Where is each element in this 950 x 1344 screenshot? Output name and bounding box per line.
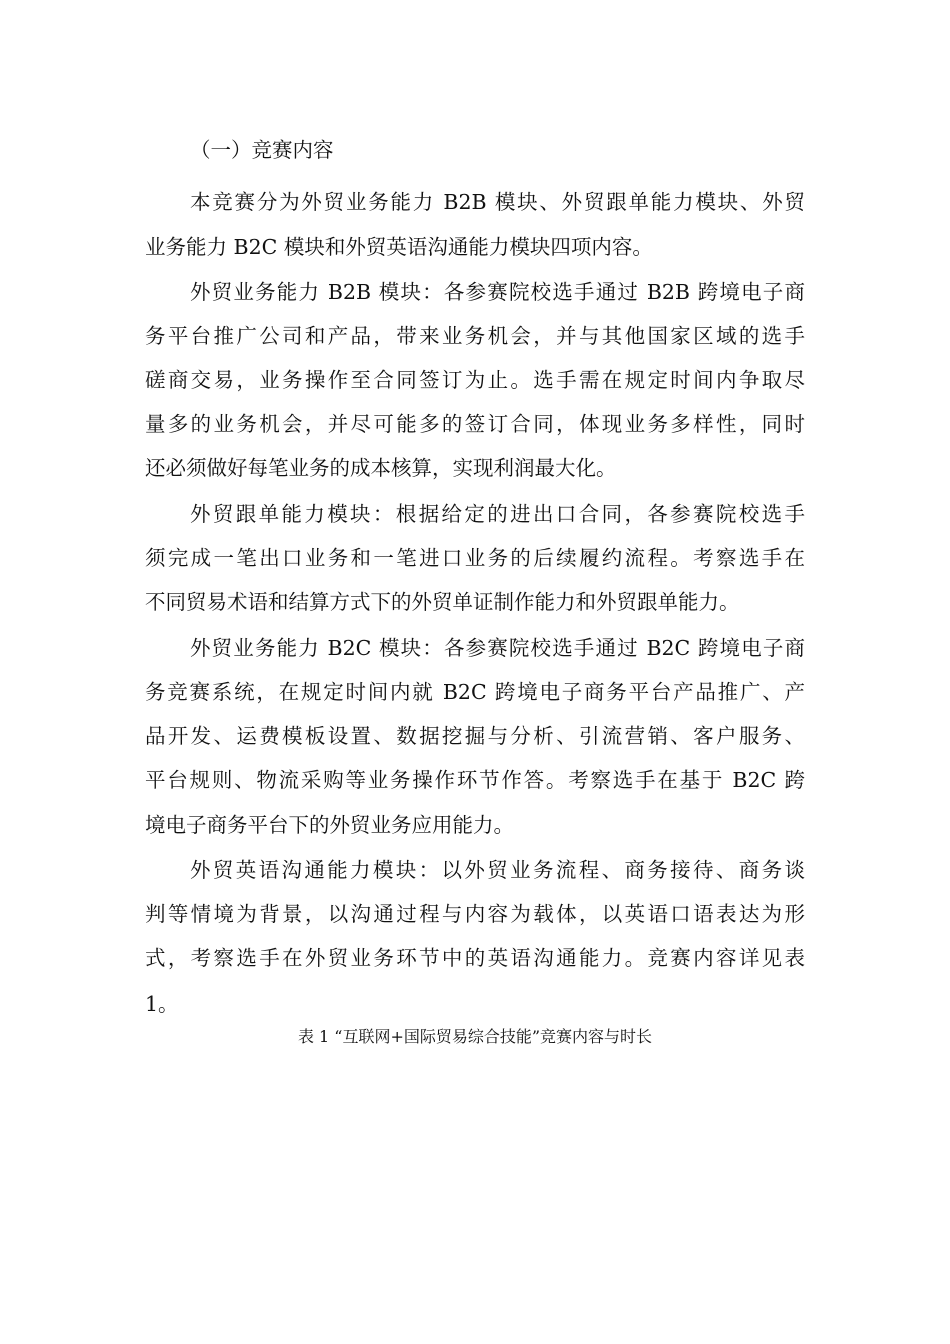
paragraph-line: 本竞赛分为外贸业务能力 B2B 模块、外贸跟单能力模块、外贸 <box>190 190 805 214</box>
paragraph-line: 境电子商务平台下的外贸业务应用能力。 <box>145 813 514 837</box>
paragraph-line: 外贸业务能力 B2C 模块：各参赛院校选手通过 B2C 跨境电子商 <box>190 636 805 660</box>
paragraph-line: 不同贸易术语和结算方式下的外贸单证制作能力和外贸跟单能力。 <box>145 590 740 614</box>
table-caption: 表 1 “互联网+国际贸易综合技能”竞赛内容与时长 <box>297 1027 653 1046</box>
paragraph-line: 务平台推广公司和产品，带来业务机会，并与其他国家区域的选手 <box>145 324 805 348</box>
paragraph-line: 判等情境为背景，以沟通过程与内容为载体，以英语口语表达为形 <box>145 902 805 926</box>
section-heading: （一）竞赛内容 <box>190 138 334 162</box>
paragraph-line: 外贸英语沟通能力模块：以外贸业务流程、商务接待、商务谈 <box>190 858 805 882</box>
paragraph-line: 品开发、运费模板设置、数据挖掘与分析、引流营销、客户服务、 <box>145 724 805 748</box>
paragraph-line: 式，考察选手在外贸业务环节中的英语沟通能力。竞赛内容详见表 <box>145 946 805 970</box>
paragraph-line: 还必须做好每笔业务的成本核算，实现利润最大化。 <box>145 456 617 480</box>
paragraph-line: 业务能力 B2C 模块和外贸英语沟通能力模块四项内容。 <box>145 235 653 259</box>
paragraph-line: 务竞赛系统，在规定时间内就 B2C 跨境电子商务平台产品推广、产 <box>145 680 805 704</box>
paragraph-line: 外贸业务能力 B2B 模块：各参赛院校选手通过 B2B 跨境电子商 <box>190 280 805 304</box>
paragraph-line: 磋商交易，业务操作至合同签订为止。选手需在规定时间内争取尽 <box>145 368 805 392</box>
paragraph-line: 量多的业务机会，并尽可能多的签订合同，体现业务多样性，同时 <box>145 412 805 436</box>
paragraph-line: 平台规则、物流采购等业务操作环节作答。考察选手在基于 B2C 跨 <box>145 768 805 792</box>
paragraph-line: 须完成一笔出口业务和一笔进口业务的后续履约流程。考察选手在 <box>145 546 805 570</box>
paragraph-line: 1。 <box>145 992 179 1016</box>
paragraph-line: 外贸跟单能力模块：根据给定的进出口合同，各参赛院校选手 <box>190 502 805 526</box>
